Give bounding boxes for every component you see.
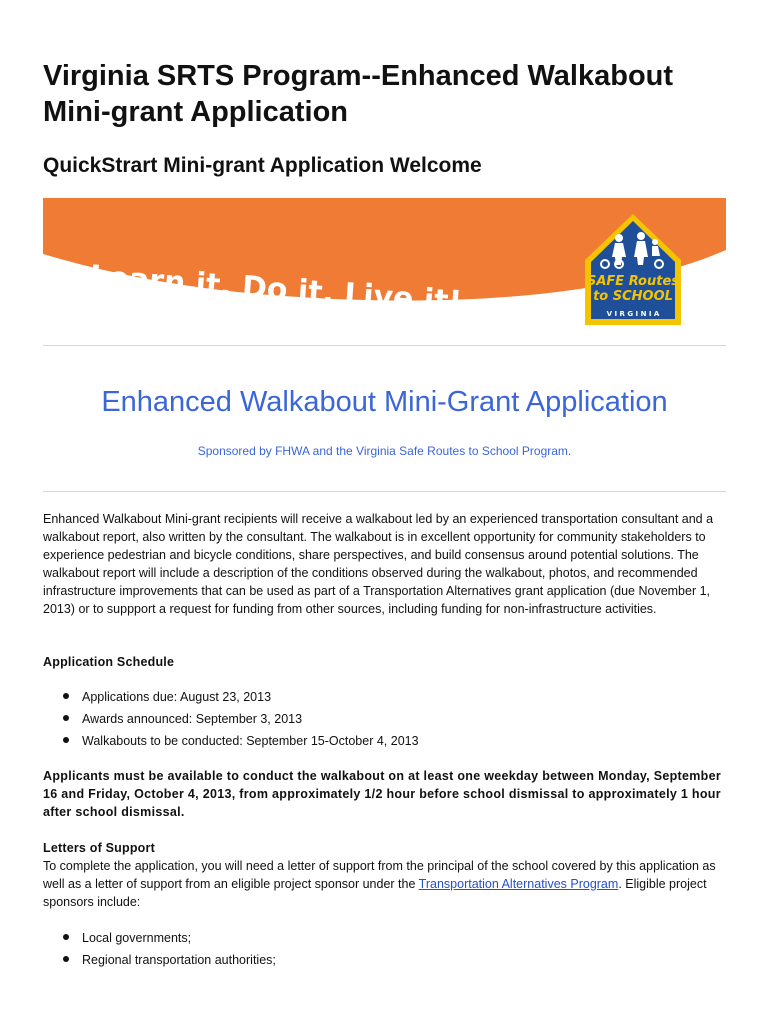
list-item: Local governments; <box>43 927 276 949</box>
divider <box>43 491 726 492</box>
support-text-end: . Eligible project sponsors include: <box>43 877 707 909</box>
list-item: Regional transportation authorities; <box>43 949 276 971</box>
transportation-alternatives-link[interactable]: Transportation Alternatives Program <box>418 877 619 891</box>
intro-paragraph: Enhanced Walkabout Mini-grant recipients will receive a walkabout led by an experienced transportation consultant and a walkabout report, also written by the consultant. The walkabout is in excellent opportunity for community stakeholders to experience pedestrian and bicycle conditions, share perspectives, and build consensus around potential solutions. The walkabout report will include a description of the conditions observed during the walkabout, photos, and recommended infrastructure improvements that can be used as part of a Transportation Alternatives grant application (due November 1, 2013) or to suppport a request for funding from other sources, including funding for non-infrastructure activities. <box>43 512 714 616</box>
page-title: Virginia SRTS Program--Enhanced Walkabout Mini-grant Application <box>43 60 674 128</box>
srts-banner <box>43 198 726 330</box>
support-heading: Letters of Support <box>43 841 155 855</box>
list-item: Applications due: August 23, 2013 <box>43 686 419 708</box>
logo-state: V I R G I N I A <box>606 310 660 318</box>
sponsor-note: Sponsored by FHWA and the Virginia Safe Routes to School Program. <box>197 444 572 458</box>
form-title: Enhanced Walkabout Mini-Grant Application <box>101 386 668 418</box>
support-text: To complete the application, you will need a letter of support from the principal of the school covered by this application as well as a letter of support from an eligible project sponsor under the <box>43 859 716 891</box>
banner-slogan: Learn it. Do it. Live it! <box>88 259 464 321</box>
sponsor-list <box>43 927 276 971</box>
schedule-heading: Application Schedule <box>43 655 175 669</box>
divider <box>43 345 726 346</box>
logo-line-1: SAFE Routes <box>586 274 680 289</box>
list-item: Walkabouts to be conducted: September 15-October 4, 2013 <box>43 730 419 752</box>
availability-note: Applicants must be available to conduct the walkabout on at least one weekday between Monday, September 16 and Friday, October 4, 2013, from approximately 1/2 hour before school dismissal to approximately 1 hour after school dismissal. <box>43 769 722 819</box>
page-subtitle: QuickStrart Mini-grant Application Welcome <box>43 154 482 177</box>
list-item: Awards announced: September 3, 2013 <box>43 708 419 730</box>
logo-line-2: to SCHOOL <box>593 289 673 304</box>
schedule-list <box>43 686 419 752</box>
support-paragraph <box>43 857 733 911</box>
